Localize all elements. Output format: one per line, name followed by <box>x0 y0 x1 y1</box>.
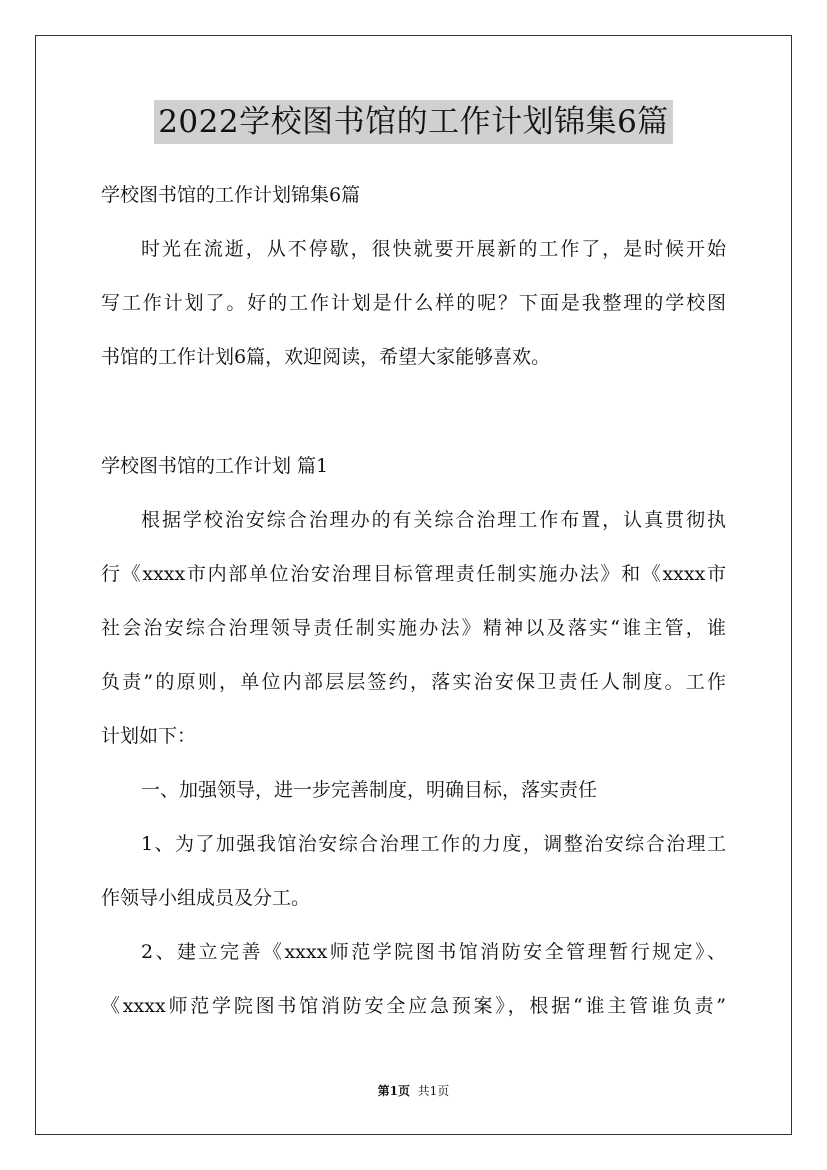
page-number: 第1页 <box>377 1084 411 1098</box>
item2-line-1: 2、建立完善《xxxx师范学院图书馆消防安全管理暂行规定》、 <box>141 941 726 963</box>
title-area <box>0 100 827 144</box>
document-subtitle: 学校图书馆的工作计划锦集6篇 <box>101 184 361 206</box>
section-heading: 学校图书馆的工作计划 篇1 <box>101 455 329 477</box>
subheading: 一、加强领导，进一步完善制度，明确目标，落实责任 <box>141 779 598 801</box>
para1-line-4: 负责”的原则，单位内部层层签约，落实治安保卫责任人制度。工作 <box>101 671 726 693</box>
item2-line-2: 《xxxx师范学院图书馆消防安全应急预案》，根据“谁主管谁负责” <box>101 995 726 1017</box>
intro-line-3: 书馆的工作计划6篇，欢迎阅读，希望大家能够喜欢。 <box>101 346 551 368</box>
para1-line-1: 根据学校治安综合治理办的有关综合治理工作布置，认真贯彻执 <box>141 509 726 531</box>
page-footer <box>0 1082 827 1100</box>
page-total: 共1页 <box>417 1084 450 1098</box>
para1-line-2: 行《xxxx市内部单位治安治理目标管理责任制实施办法》和《xxxx市 <box>101 563 726 585</box>
para1-line-3: 社会治安综合治理领导责任制实施办法》精神以及落实“谁主管，谁 <box>101 617 726 639</box>
document-title: 2022学校图书馆的工作计划锦集6篇 <box>154 100 673 144</box>
para1-line-5: 计划如下： <box>101 725 197 747</box>
item1-line-1: 1、为了加强我馆治安综合治理工作的力度，调整治安综合治理工 <box>141 833 726 855</box>
intro-line-1: 时光在流逝，从不停歇，很快就要开展新的工作了，是时候开始 <box>141 238 726 260</box>
item1-line-2: 作领导小组成员及分工。 <box>101 887 311 909</box>
intro-line-2: 写工作计划了。好的工作计划是什么样的呢？下面是我整理的学校图 <box>101 292 726 314</box>
